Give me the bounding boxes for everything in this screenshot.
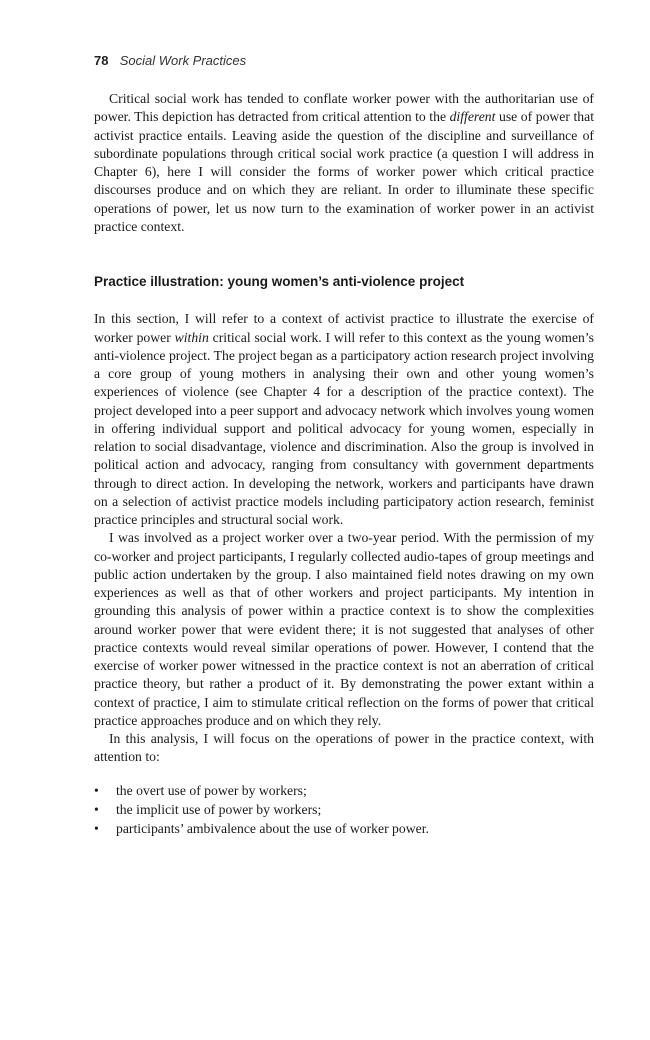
paragraph-intro-text-a: Critical social work has tended to conflate worker power with the authoritarian use of power. This depiction has detracted from critical attention to the — [94, 91, 594, 125]
section-heading: Practice illustration: young women’s anti-violence project — [94, 274, 465, 289]
list-item: • the overt use of power by workers; — [94, 781, 594, 800]
paragraph-intro — [94, 90, 594, 236]
list-item: • participants’ ambivalence about the use of worker power. — [94, 819, 594, 838]
bullet-list — [94, 781, 594, 838]
paragraph-method: I was involved as a project worker over a two-year period. With the permission of my co-worker and project participants, I regularly collected audio-tapes of group meetings and public action undertaken by the group. I also maintained field notes drawing on my own experiences as well as that of other workers and project participants. My intention in grounding this analysis of power within a practice context is to show the complexities around worker power that were evident there; it is not suggested that analyses of other practice contexts would reveal similar operations of power. However, I contend that the exercise of worker power witnessed in the practice context is not an aberration of critical practice theory, but rather a product of it. By demonstrating the power extant within a context of practice, I aim to stimulate critical reflection on the forms of power that critical practice approaches produce and on which they rely. — [94, 530, 594, 728]
paragraph-intro-text-b: use of power that activist practice entails. Leaving aside the question of the discipline and surveillance of subordinate populations through critical social work practice (a question I will address in Chapter 6), here I will consider the forms of worker power which critical practice discourses produce and on which they are reliant. In order to illuminate these specific operations of power, let us now turn to the examination of worker power in an activist practice context. — [94, 109, 594, 234]
paragraph-section-text-a: In this section, I will refer to a context of activist practice to illustrate the exercise of worker power — [94, 311, 594, 345]
paragraph-section-emphasis: within — [174, 329, 209, 345]
paragraph-section — [94, 310, 594, 529]
paragraph-intro-emphasis: different — [449, 109, 496, 125]
running-header — [94, 53, 246, 69]
list-item: • the implicit use of power by workers; — [94, 800, 594, 819]
running-title: Social Work Practices — [119, 53, 247, 68]
body-text — [94, 90, 594, 838]
paragraph-focus: In this analysis, I will focus on the operations of power in the practice context, with attention to: — [94, 731, 594, 765]
paragraph-section-text-b: critical social work. I will refer to this context as the young women’s anti-violence project. The project began as a participatory action research project involving a core group of young mothers in analysing their own and other young women’s experiences of violence (see Chapter 4 for a description of the practice context). The project developed into a peer support and advocacy network which involves young women in offering individual support and political advocacy for young women, especially in relation to social disadvantage, violence and discrimination. Also the group is involved in political action and advocacy, ranging from consultancy with government departments through to direct action. In developing the network, workers and participants have drawn on a selection of activist practice models including participatory action research, feminist practice principles and structural social work. — [94, 329, 594, 527]
page-number: 78 — [94, 53, 109, 68]
